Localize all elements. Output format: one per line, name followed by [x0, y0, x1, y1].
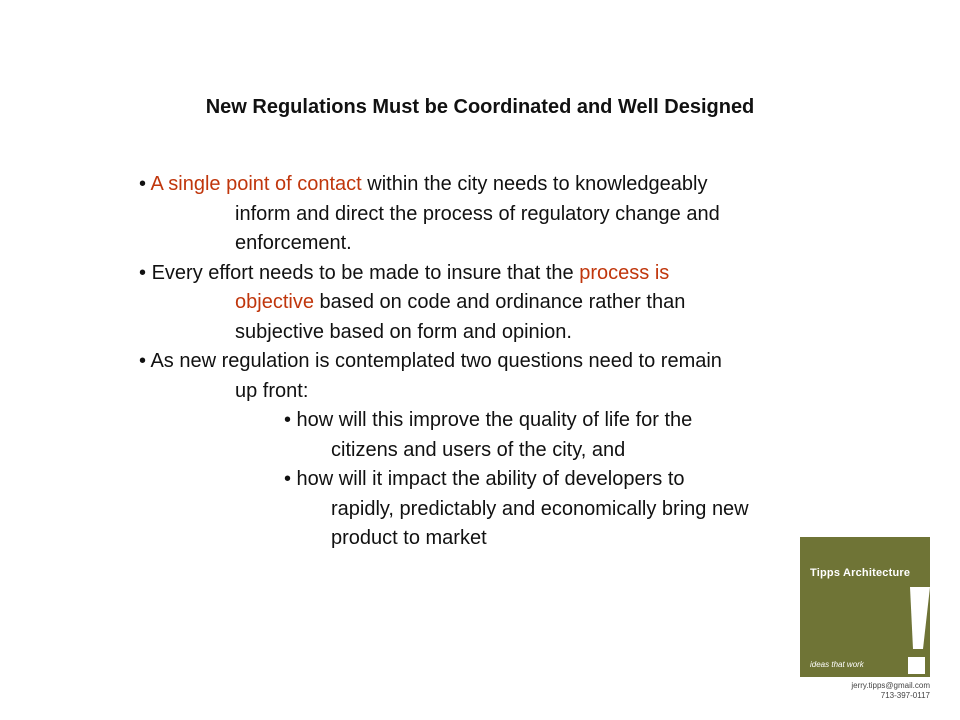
bullet-marker: • [139, 173, 147, 195]
contact-phone: 713-397-0117 [880, 691, 930, 700]
sub-bullet-continuation: product to market [331, 527, 487, 549]
logo-contact [800, 681, 930, 701]
sub-bullet-continuation: rapidly, predictably and economically bring new [331, 497, 749, 520]
exclamation-mark-icon [901, 585, 931, 677]
bullet-continuation: inform and direct the process of regulatory change and [235, 202, 720, 225]
bullet-text: Every effort needs to be made to insure that the [146, 261, 580, 284]
bullet-continuation: enforcement. [235, 232, 352, 254]
bullet-text: based on code and ordinance rather than [313, 291, 686, 313]
highlight-text: A single point of contact [150, 173, 362, 195]
highlight-text: process is [579, 261, 670, 284]
sub-bullet-text: • how will this improve the quality of life for the [284, 409, 693, 431]
sub-bullet-text: • how will it impact the ability of developers to [284, 468, 685, 490]
bullet-continuation: subjective based on form and opinion. [235, 320, 572, 343]
company-logo [800, 537, 930, 677]
bullet-item-1 [139, 170, 859, 259]
sub-bullet-item-1 [139, 406, 859, 465]
sub-bullet-item-2 [139, 465, 859, 554]
bullet-marker: • [139, 350, 147, 372]
bullet-item-3 [139, 347, 859, 554]
logo-tagline: ideas that work [810, 660, 864, 669]
sub-bullet-continuation: citizens and users of the city, and [331, 438, 626, 461]
highlight-text: objective [235, 291, 314, 313]
bullet-text: As new regulation is contemplated two questions need to remain [146, 350, 722, 372]
bullet-marker: • [139, 261, 147, 284]
bullet-continuation: up front: [235, 379, 309, 402]
bullet-list [139, 170, 859, 554]
slide-title: New Regulations Must be Coordinated and Well Designed [205, 96, 755, 118]
bullet-text: within the city needs to knowledgeably [361, 173, 708, 195]
bullet-item-2 [139, 259, 859, 348]
contact-email: jerry.tipps@gmail.com [851, 681, 930, 690]
logo-name: Tipps Architecture [810, 567, 911, 579]
